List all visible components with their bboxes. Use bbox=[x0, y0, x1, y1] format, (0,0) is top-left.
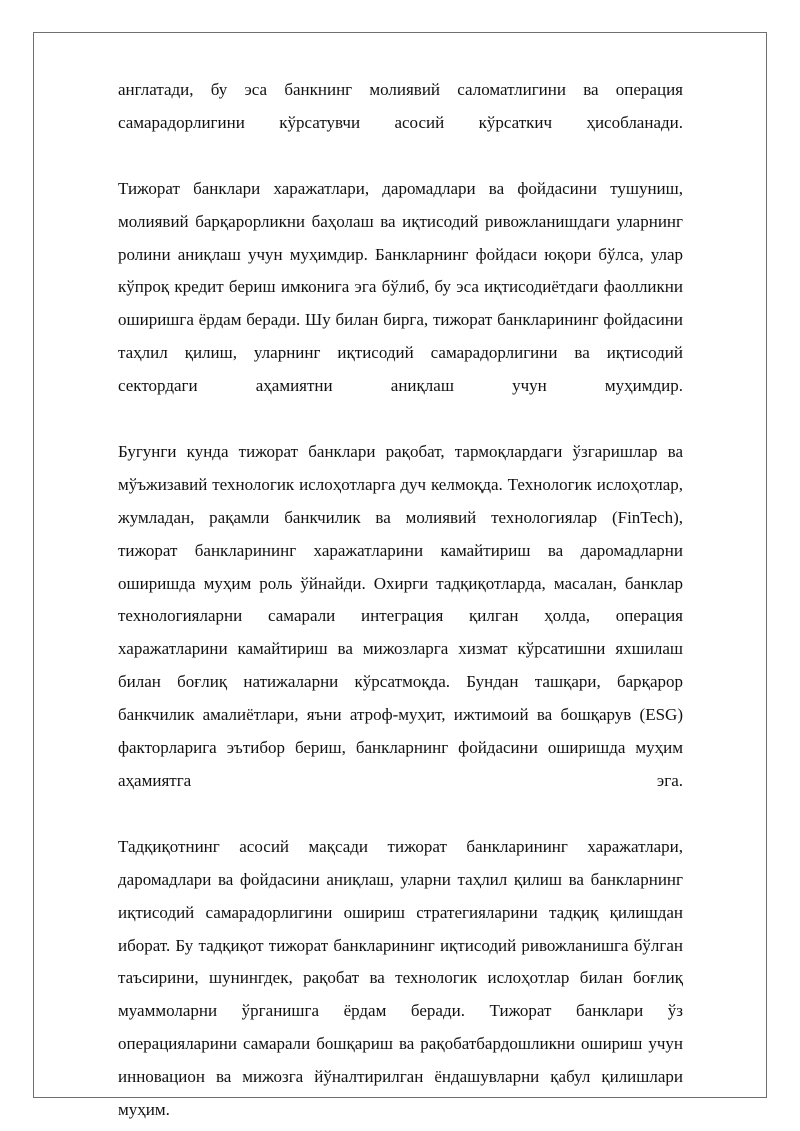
document-page bbox=[33, 32, 767, 1120]
page-content bbox=[118, 74, 683, 1127]
paragraph-3: Бугунги кунда тижорат банклари рақобат, тармоқлардаги ўзгаришлар ва мўъжизавий технологик ислоҳотларга дуч келмоқда. Технологик ислоҳотлар, жумладан, рақамли банкчилик ва молиявий технологиялар (FinTech), тижорат банкларининг харажатларини камайтириш ва даромадларни оширишда муҳим роль ўйнайди. Охирги тадқиқотларда, масалан, банклар технологияларни самарали интеграция қилган ҳолда, операция харажатларини камайтириш ва мижозларга хизмат кўрсатишни яхшилаш билан боғлиқ натижаларни кўрсатмоқда. Бундан ташқари, барқарор банкчилик амалиётлари, яъни атроф-муҳит, ижтимоий ва бошқарув (ESG) факторларига эътибор бериш, банкларнинг фойдасини оширишда муҳим аҳамиятга эга. bbox=[118, 441, 683, 790]
paragraph-4: Тадқиқотнинг асосий мақсади тижорат банкларининг харажатлари, даромадлари ва фойдасини аниқлаш, уларни таҳлил қилиш ва банкларнинг иқтисодий самарадорлигини ошириш стратегияларини тадқиқ қилишдан иборат. Бу тадқиқот тижорат банкларининг иқтисодий ривожланишга бўлган таъсирини, шунингдек, рақобат ва технологик ислоҳотлар билан боғлиқ муаммоларни ўрганишга ёрдам беради. Тижорат банклари ўз операцияларини самарали бошқариш ва рақобатбардошликни ошириш учун инновацион ва мижозга йўналтирилган ёндашувларни қабул қилишлари муҳим. bbox=[118, 836, 683, 1120]
paragraph-gap bbox=[118, 403, 683, 436]
paragraph-gap bbox=[118, 140, 683, 173]
paragraph-1: англатади, бу эса банкнинг молиявий саломатлигини ва операция самарадорлигини кўрсатувчи асосий кўрсаткич ҳисобланади. bbox=[118, 80, 683, 132]
paragraph-gap bbox=[118, 798, 683, 831]
paragraph-2: Тижорат банклари харажатлари, даромадлари ва фойдасини тушуниш, молиявий барқарорликни баҳолаш ва иқтисодий ривожланишдаги уларнинг ролини аниқлаш учун муҳимдир. Банкларнинг фойдаси юқори бўлса, улар кўпроқ кредит бериш имконига эга бўлиб, бу эса иқтисодиётдаги фаолликни оширишга ёрдам беради. Шу билан бирга, тижорат банкларининг фойдасини таҳлил қилиш, уларнинг иқтисодий самарадорлигини ва иқтисодий сектордаги аҳамиятни аниқлаш учун муҳимдир. bbox=[118, 178, 683, 396]
